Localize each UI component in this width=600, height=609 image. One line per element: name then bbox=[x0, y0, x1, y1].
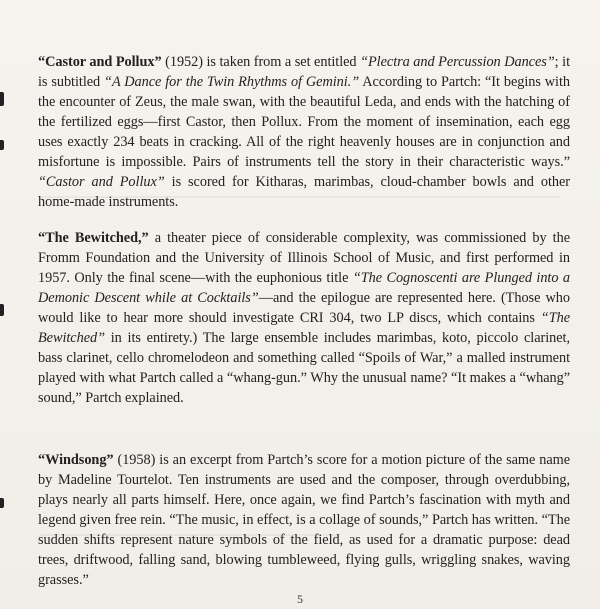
italic-title-text: “The Cognoscenti are Plunged into a Demonic Descent while at Cocktails” bbox=[38, 270, 570, 307]
paragraph-castor-and-pollux bbox=[38, 52, 570, 212]
italic-title-text: “Castor and Pollux” bbox=[38, 174, 165, 191]
body-text: (1952) is taken from a set entitled bbox=[161, 54, 361, 71]
page-number: 5 bbox=[297, 592, 303, 606]
body-text: is scored for Kitharas, marimbas, cloud-chamber bowls and other home-made instruments. bbox=[38, 174, 570, 211]
body-text: a theater piece of considerable complexity, was commissioned by the Fromm Foundation and the University of Illinois School of Music, and first performed in 1957. Only the final scene—with the euphonious title bbox=[38, 230, 570, 287]
paragraph-title: “The Bewitched,” bbox=[38, 230, 149, 247]
paragraph-the-bewitched bbox=[38, 228, 570, 408]
scan-edge-mark bbox=[0, 304, 4, 316]
paragraph-title: “Windsong” bbox=[38, 452, 114, 469]
scan-edge-mark bbox=[0, 92, 4, 106]
italic-title-text: “Plectra and Percussion Dances” bbox=[360, 54, 555, 71]
scan-edge-mark bbox=[0, 140, 4, 150]
body-text: (1958) is an excerpt from Partch’s score for a motion picture of the same name by Madeline Tourtelot. Ten instruments are used and the composer, through overdubbing, plays nearly all parts himself. Here, once again, we find Partch’s fascination with myth and legend given free rein. “The music, in effect, is a collage of sounds,” Partch has written. “The sudden shifts represent nature symbols of the field, as used for a dramatic purpose: dead trees, driftwood, falling sand, blowing tumbleweed, flying gulls, wriggling snakes, waving grasses.” bbox=[38, 452, 570, 589]
body-text: ; it is subtitled bbox=[38, 54, 570, 91]
body-text: According to Partch: “It begins with the encounter of Zeus, the male swan, with the beautiful Leda, and ends with the hatching of the fertilized eggs—first Castor, then Pollux. From the moment of insemination, each egg uses exactly 234 beats in cracking. All of the right heavenly houses are in conjunction and misfortune is impossible. Pairs of instruments tell the story in their characteristic ways.” bbox=[38, 74, 570, 171]
italic-title-text: “The Bewitched” bbox=[38, 310, 570, 347]
paragraph-windsong bbox=[38, 450, 570, 590]
body-text: in its entirety.) The large ensemble includes marimbas, koto, piccolo clarinet, bass clarinet, cello chromelodeon and something called “Spoils of War,” a malled instrument played with what Partch called a “whang-gun.” Why the unusual name? “It makes a “whang” sound,” Partch explained. bbox=[38, 330, 570, 407]
paragraph-title: “Castor and Pollux” bbox=[38, 54, 162, 71]
scan-edge-mark bbox=[0, 498, 4, 508]
body-text: —and the epilogue are represented here. (Those who would like to hear more should investigate CRI 304, two LP discs, which contains bbox=[38, 290, 570, 327]
italic-title-text: “A Dance for the Twin Rhythms of Gemini.” bbox=[104, 74, 360, 91]
